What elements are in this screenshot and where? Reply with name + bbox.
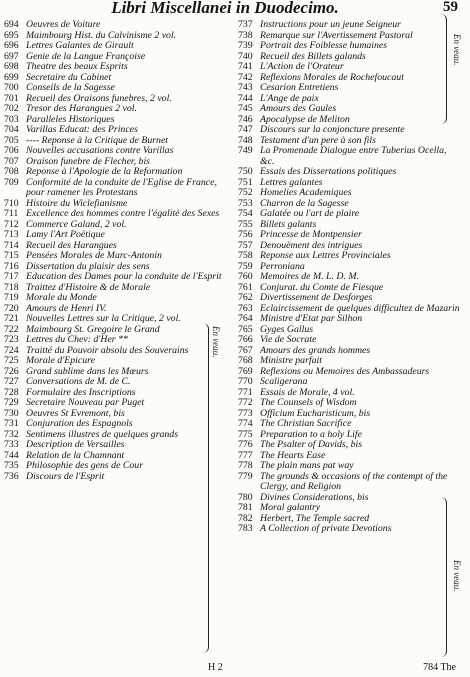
entry-title: Galatée ou l'art de plaire <box>260 208 360 219</box>
entry-title: Traitté du Pouvoir absolu des Souverains <box>26 344 189 356</box>
entry-title: Nouvelles Lettres sur la Critique, 2 vol. <box>26 313 181 324</box>
catalog-entry <box>238 146 460 167</box>
entry-number: 781 <box>238 502 253 513</box>
entry-number: 735 <box>4 460 19 471</box>
entry-title: Discours de l'Esprit <box>26 470 105 482</box>
entry-number: 782 <box>238 512 253 524</box>
entry-title: Relation de la Chamnant <box>26 449 125 461</box>
entry-number: 715 <box>4 250 19 261</box>
entry-title: Gyges Gallus <box>260 323 314 335</box>
entry-number: 719 <box>4 292 19 303</box>
entry-number: 761 <box>238 281 253 293</box>
entry-number: 738 <box>238 29 253 41</box>
entry-number: 716 <box>4 260 19 272</box>
entry-title: Pensées Morales de Marc-Antonin <box>26 250 162 261</box>
entry-title: Denouëment des intrigues <box>260 239 363 251</box>
entry-title: Essais des Dissertations politiques <box>260 166 397 177</box>
entry-title: Vie de Socrate <box>260 334 317 345</box>
entry-title: ---- Reponse à la Critique de Burnet <box>26 134 169 146</box>
page-title: Libri Miscellanei in Duodecimo. <box>111 0 339 17</box>
entry-title: Divertissement de Desforges <box>260 292 373 303</box>
entry-number: 708 <box>4 166 19 177</box>
entry-title: Lamy l'Art Poëtique <box>26 229 105 240</box>
page-number: 59 <box>443 0 458 15</box>
entry-number: 764 <box>238 313 253 324</box>
entry-title: Moral galantry <box>260 502 321 513</box>
entry-title: The Hearts Ease <box>260 449 326 461</box>
entry-title: Dissertation du plaisir des sens <box>26 260 150 272</box>
entry-number: 748 <box>238 134 253 146</box>
entry-number: 749 <box>238 145 253 156</box>
entry-number: 765 <box>238 323 253 335</box>
entry-number: 744 <box>4 449 19 461</box>
entry-title: Conjurat. du Comte de Fiesque <box>260 281 384 293</box>
entry-number: 757 <box>238 239 253 251</box>
entry-title: Reflexions ou Memoires des Ambassadeurs <box>260 365 430 377</box>
entry-number: 732 <box>4 428 19 440</box>
entry-title: Officium Eucharisticum, bis <box>260 407 371 419</box>
entry-number: 714 <box>4 239 19 251</box>
entry-number: 780 <box>238 491 253 503</box>
entry-number: 713 <box>4 229 19 240</box>
right-column <box>238 20 460 535</box>
entry-title: Morale d'Epicure <box>26 355 95 366</box>
entry-number: 709 <box>4 176 19 188</box>
entry-title: The plain mans pat way <box>260 460 354 471</box>
entry-number: 771 <box>238 386 253 398</box>
entry-number: 720 <box>4 302 19 314</box>
entry-number: 704 <box>4 124 19 135</box>
entry-title: Testament d'un pere à son fils <box>260 134 376 146</box>
left-column <box>4 20 226 482</box>
entry-title: Amours des Gaules <box>260 103 337 114</box>
entry-number: 696 <box>4 40 19 51</box>
entry-title: Morale du Monde <box>26 292 97 303</box>
entry-number: 756 <box>238 229 253 240</box>
entry-title: Recueil des Harangues <box>26 239 117 251</box>
catalog-entry <box>238 524 460 535</box>
entry-number: 697 <box>4 50 19 62</box>
entry-number: 744 <box>238 92 253 104</box>
entry-title: Eclaircissement de quelques difficultez de Mazarin <box>260 302 460 314</box>
entry-title: Traittez d'Histoire & de Morale <box>26 281 151 293</box>
entry-title: Scaligerana <box>260 376 308 387</box>
entry-number: 725 <box>4 355 19 366</box>
entry-title: Discours sur la conjoncture presente <box>260 124 405 135</box>
entry-title: Conformité de la conduite de l'Eglise de France, pour ramener les Protestans <box>26 176 217 198</box>
entry-title: Homelies Academiques <box>260 187 352 198</box>
left-bracket-note: En veau. <box>211 326 221 358</box>
entry-title: The grounds & occasions of the contempt of the Clergy, and Religion <box>260 470 448 492</box>
entry-title: Oeuvres St Evremont, bis <box>26 407 125 419</box>
signature-mark: H 2 <box>208 662 223 673</box>
entry-number: 754 <box>238 208 253 219</box>
entry-number: 712 <box>4 218 19 230</box>
entry-number: 747 <box>238 124 253 135</box>
entry-title: La Promenade Dialogue entre Tuberius Ocella, &c. <box>260 145 447 167</box>
entry-title: Amours des grands hommes <box>260 344 371 356</box>
entry-number: 739 <box>238 40 253 51</box>
entry-number: 736 <box>4 470 19 482</box>
entry-number: 740 <box>238 50 253 62</box>
entry-title: Philosophie des gens de Cour <box>26 460 144 471</box>
entry-number: 695 <box>4 29 19 41</box>
entry-title: Herbert, The Temple sacred <box>260 512 370 524</box>
entry-number: 776 <box>238 439 253 450</box>
catalog-entry <box>4 472 226 483</box>
entry-number: 770 <box>238 376 253 387</box>
entry-title: Cesarion Entretiens <box>260 82 339 93</box>
entry-title: Divines Considerations, bis <box>260 491 369 503</box>
entry-title: Maimbourg St. Gregoire le Grand <box>26 323 160 335</box>
entry-title: Description de Versailles <box>26 439 125 450</box>
entry-number: 745 <box>238 103 253 114</box>
entry-title: Conjuration des Espagnols <box>26 418 133 429</box>
entry-number: 768 <box>238 355 253 366</box>
entry-number: 730 <box>4 407 19 419</box>
entry-number: 699 <box>4 71 19 83</box>
entry-number: 703 <box>4 113 19 125</box>
entry-title: Formulaire des Inscriptions <box>26 386 136 398</box>
entry-number: 733 <box>4 439 19 450</box>
entry-title: Reponse aux Lettres Provinciales <box>260 250 391 261</box>
entry-title: Tresor des Harangues 2 vol. <box>26 103 137 114</box>
entry-number: 718 <box>4 281 19 293</box>
entry-number: 755 <box>238 218 253 230</box>
entry-number: 753 <box>238 197 253 209</box>
entry-title: Genie de la Langue Françoise <box>26 50 146 62</box>
entry-title: The Psalter of Davids, bis <box>260 439 363 450</box>
entry-number: 731 <box>4 418 19 429</box>
entry-title: Essais de Morale, 4 vol. <box>260 386 355 398</box>
entry-title: Oraison funebre de Flecher, bis <box>26 155 150 167</box>
catalog-entry <box>4 178 226 199</box>
entry-title: Ministre d'Etat par Silhon <box>260 313 363 324</box>
right-top-bracket <box>440 14 447 124</box>
entry-number: 724 <box>4 344 19 356</box>
entry-title: Amours de Henri IV. <box>26 302 107 314</box>
entry-number: 717 <box>4 271 19 282</box>
entry-title: L'Action de l'Orateur <box>260 61 344 72</box>
entry-number: 774 <box>238 418 253 429</box>
entry-title: Excellence des hommes contre l'égalité des Sexes <box>26 208 220 219</box>
entry-title: Varillas Educat: des Princes <box>26 124 138 135</box>
entry-title: Portrait des Foiblesse humaines <box>260 40 388 51</box>
entry-number: 741 <box>238 61 253 72</box>
entry-number: 751 <box>238 176 253 188</box>
entry-number: 727 <box>4 376 19 387</box>
entry-title: Reponse à l'Apologie de la Reformation <box>26 166 183 177</box>
entry-number: 777 <box>238 449 253 461</box>
entry-title: Ministre parfait <box>260 355 322 366</box>
entry-number: 698 <box>4 61 19 72</box>
entry-title: The Christian Sacrifice <box>260 418 352 429</box>
entry-number: 729 <box>4 397 19 408</box>
entry-number: 779 <box>238 470 253 482</box>
entry-number: 711 <box>4 208 19 219</box>
entry-title: Oeuvres de Voiture <box>26 19 101 30</box>
entry-title: Theatre des beaux Esprits <box>26 61 128 72</box>
entry-number: 700 <box>4 82 19 93</box>
entry-title: Charron de la Sagesse <box>260 197 349 209</box>
entry-title: Sentimens illustres de quelques grands <box>26 428 179 440</box>
entry-title: Recueil des Oraisons funebres, 2 vol. <box>26 92 172 104</box>
entry-number: 769 <box>238 365 253 377</box>
right-top-bracket-note: En veau. <box>452 34 462 66</box>
entry-number: 694 <box>4 19 19 30</box>
entry-title: Education des Dames pour la conduite de l'Esprit <box>26 271 222 282</box>
entry-number: 746 <box>238 113 253 125</box>
entry-title: Instructions pour un jeune Seigneur <box>260 19 401 30</box>
catalog-entry <box>238 472 460 493</box>
entry-number: 752 <box>238 187 253 198</box>
entry-title: Nouvelles accusations contre Varillas <box>26 145 174 156</box>
entry-title: Commerce Galand, 2 vol. <box>26 218 127 230</box>
entry-title: Lettres du Chev: d'Her ** <box>26 334 128 345</box>
catchword: 784 The <box>423 662 456 673</box>
entry-number: 750 <box>238 166 253 177</box>
entry-title: Princesse de Montpensier <box>260 229 362 240</box>
left-bracket <box>202 323 209 653</box>
entry-title: Conseils de la Sagesse <box>26 82 115 93</box>
entry-number: 763 <box>238 302 253 314</box>
entry-number: 778 <box>238 460 253 471</box>
entry-number: 701 <box>4 92 19 104</box>
entry-title: Preparation to a holy Life <box>260 428 362 440</box>
entry-number: 773 <box>238 407 253 419</box>
entry-number: 705 <box>4 134 19 146</box>
entry-title: Conversations de M. de C. <box>26 376 131 387</box>
right-bottom-bracket <box>440 497 447 657</box>
entry-title: Billets galants <box>260 218 317 230</box>
entry-number: 772 <box>238 397 253 408</box>
entry-number: 726 <box>4 365 19 377</box>
entry-number: 743 <box>238 82 253 93</box>
entry-number: 766 <box>238 334 253 345</box>
entry-number: 767 <box>238 344 253 356</box>
right-bottom-bracket-note: En veau. <box>452 560 462 592</box>
entry-title: Histoire du Wiclefianisme <box>26 197 128 209</box>
entry-number: 721 <box>4 313 19 324</box>
entry-title: Perroniana <box>260 260 305 272</box>
entry-title: Secretaire du Cabinet <box>26 71 112 83</box>
entry-title: Lettres Galantes de Girault <box>26 40 134 51</box>
entry-number: 783 <box>238 523 253 534</box>
entry-title: Apocalypse de Meliton <box>260 113 350 125</box>
entry-number: 722 <box>4 323 19 335</box>
entry-title: Memoires de M. L. D. M. <box>260 271 359 282</box>
entry-title: The Counsels of Wisdom <box>260 397 357 408</box>
entry-number: 762 <box>238 292 253 303</box>
entry-title: Secretaire Nouveau par Puget <box>26 397 145 408</box>
entry-title: Paralleles Historiques <box>26 113 115 125</box>
entry-number: 758 <box>238 250 253 261</box>
entry-number: 728 <box>4 386 19 398</box>
entry-number: 710 <box>4 197 19 209</box>
entry-title: A Collection of private Devotions <box>260 523 392 534</box>
entry-title: L'Ange de paix <box>260 92 319 104</box>
entry-number: 775 <box>238 428 253 440</box>
entry-title: Lettres galantes <box>260 176 323 188</box>
entry-number: 737 <box>238 19 253 30</box>
entry-title: Remarque sur l'Avertissement Pastoral <box>260 29 413 41</box>
entry-number: 702 <box>4 103 19 114</box>
page-header <box>0 0 470 18</box>
entry-number: 723 <box>4 334 19 345</box>
entry-number: 759 <box>238 260 253 272</box>
entry-number: 742 <box>238 71 253 83</box>
entry-title: Reflexions Morales de Rochefoucaut <box>260 71 404 83</box>
entry-title: Maimbourg Hist. du Calvinisme 2 vol. <box>26 29 177 41</box>
entry-number: 707 <box>4 155 19 167</box>
entry-number: 760 <box>238 271 253 282</box>
entry-title: Recueil des Billets galands <box>260 50 366 62</box>
entry-title: Grand sublime dans les Mœurs <box>26 365 149 377</box>
entry-number: 706 <box>4 145 19 156</box>
